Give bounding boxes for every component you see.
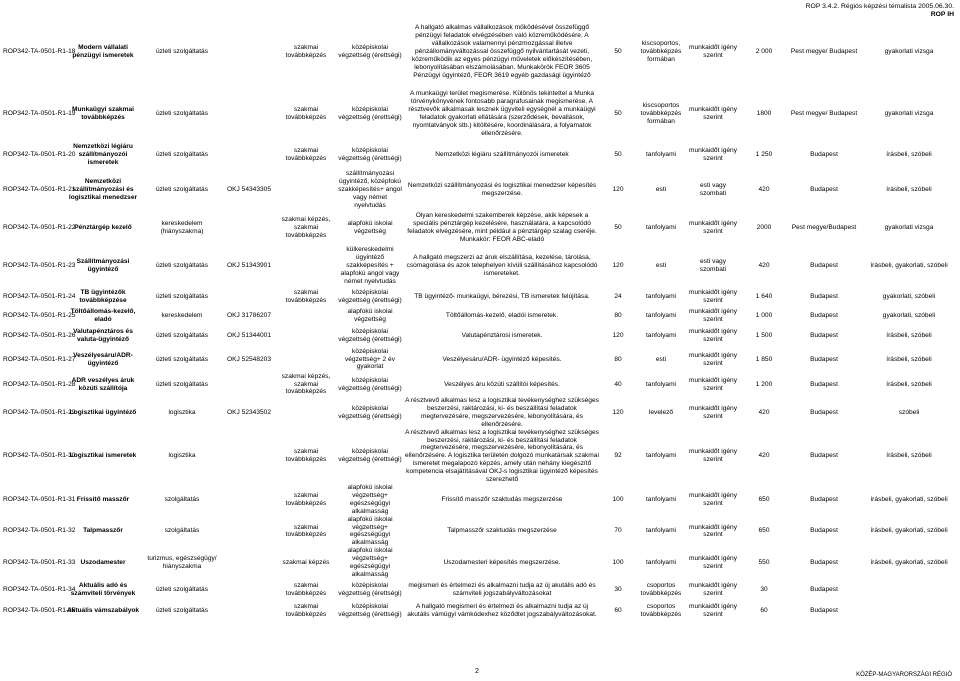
training-form: tanfolyami [645,151,677,159]
table-row [2,484,958,516]
description: Talpmasszőr szaktudás megszerzése [447,527,557,535]
training-form: kiscsoportos továbbképzés formában [640,102,682,125]
schedule: munkaidőt igény szerint [688,106,738,121]
training-form: csoportos továbbképzés [640,581,682,597]
training-form: tanfolyami [645,380,677,388]
schedule: munkaidőt igény szerint [688,351,738,367]
row-id: ROP342-TA-0501-R1-20 [3,151,76,159]
table-row [2,211,958,245]
table-row [2,579,958,601]
field-cell: logisztika [168,452,196,460]
row-id: ROP342-TA-0501-R1-30 [3,452,76,460]
location: Budapest [810,292,838,300]
prerequisite: alapfokú iskolai végzettség [347,220,393,235]
schedule: munkaidőt igény szerint [688,44,738,59]
schedule: munkaidőt igény szerint [688,404,738,420]
prerequisite: középiskolai végzettség (érettségi) [338,328,402,343]
table-row [2,245,958,287]
hours: 120 [612,332,624,340]
cost: 420 [758,262,770,270]
training-type [276,245,336,287]
okj-code [222,17,276,87]
description: Frissítő masszőr szaktudás megszerzése [441,495,563,503]
row-id: ROP342-TA-0501-R1-31 [3,495,76,503]
field-cell: kereskedelem (hiányszakma) [160,220,204,235]
course-name: Modern vállalati pénzügyi ismeretek [72,44,134,59]
prerequisite: középiskolai végzettség (érettségi) [338,376,402,392]
hours: 100 [612,495,624,503]
course-name: ADR veszélyes áruk közúti szállítója [71,376,135,392]
table-row [2,325,958,347]
location: Budapest [810,186,838,194]
hours: 60 [614,607,622,615]
hours: 120 [612,408,624,416]
exam-type: gyakorlati, szóbeli [882,311,936,319]
okj-code [222,429,276,484]
okj-code [222,211,276,245]
okj-code [222,287,276,306]
okj-code: OKJ 51344001 [227,332,271,340]
header-subtitle: ROP IH [930,11,954,19]
course-name: Uszodamester [80,559,126,567]
table-row [2,306,958,325]
training-type: szakmai továbbképzés [285,448,327,464]
exam-type [860,579,958,601]
training-form: kiscsoportos, továbbképzés formában [640,40,682,63]
location: Pest megye/Budapest [791,224,857,232]
training-type: szakmai továbbképzés [285,491,327,507]
exam-type: szóbeli [898,408,920,416]
schedule: esti vagy szombati [699,258,727,273]
course-name: Talpmasszőr [83,527,123,535]
okj-code: OKJ 54343305 [227,186,271,194]
table-row [2,601,958,622]
exam-type: gyakorlati vizsga [884,110,934,118]
description: megismeri és értelmezi és alkalmazni tudja az új akutális adó és számviteli jogszabályváltozásokat [408,581,596,597]
okj-code [222,87,276,141]
hours: 120 [612,186,624,194]
description: Olyan kereskedelmi szakemberek képzése, akik képesek a speciális pénztárgép kezelésére, használatára, a kapcsolódó feladatok elvégzésére, mint például a pénztárgép szalag cseréje. Munkakör: FEOR ABC-eladó [407,212,597,243]
schedule: munkaidőt igény szerint [688,376,738,392]
exam-type: írásbeli, gyakorlati, szóbeli [870,262,948,270]
location: Budapest [810,332,838,340]
training-form: tanfolyami [645,311,677,319]
table-row [2,141,958,169]
exam-type: gyakorlati vizsga [884,48,934,56]
prerequisite: alapfokú iskolai végzettség+ egészségügyi alkalmasság [347,483,393,515]
description: A munkaügyi terület megismerése. Különös tekintettel a Munka törvénykönyvének fontosabb paragrafusainak megismerése. A résztvevők alkalmasak lesznek ügyviteli egységnél a munkaügyi feladatok gyakorlati ellátására (szerződések, bevallások, nyomtatványok stb.) kitöltésére, koordinálására, a folyamatok ellenőrzésére. [408,90,596,137]
description: A résztvevő alkalmas lesz a logisztikai tevékenységhez szükséges beszerzési, raktározási, ki- és beszállítási feladatok megtervezésére, megszervezésére, lebonyolítására, és ellenőrzésére. A logisztika területén dolgozó munkatársak szakmai ismeretet megalapozó képzés, amely után nehány kiegészítő kompetencia elsajátításával OKJ-s logisztikai ügyintéző képesítés szerezhető [405,428,599,484]
schedule: esti vagy szombati [699,182,727,197]
cost: 420 [758,408,770,416]
cost: 1 640 [755,292,773,300]
prerequisite: alapfokú iskolai végzettség+ egészségügyi alkalmasság [347,547,393,578]
exam-type: írásbeli, szóbeli [886,355,932,363]
hours: 24 [614,292,622,300]
table-row [2,397,958,429]
exam-type: írásbeli, szóbeli [886,380,932,388]
training-form: esti [655,262,667,270]
cost: 1 500 [755,332,773,340]
description: A résztvevő alkalmas lesz a logisztikai tevékenységhez szükséges beszerzési, raktározási, ki- és beszállítási feladatok megtervezésére, megszervezésére, lebonyolítására, és ellenőrzésére. [405,397,599,428]
training-type: szakmai továbbképzés [285,288,327,304]
okj-code [222,547,276,579]
training-form: tanfolyami [645,332,677,340]
okj-code: OKJ 31786207 [227,311,271,319]
okj-code [222,484,276,516]
header-title: ROP 3.4.2. Régiós képzési témalista 2005.06.30. [805,3,954,10]
prerequisite: középiskolai végzettség (érettségi) [338,106,402,121]
okj-code: OKJ 52343502 [227,408,271,416]
location: Budapest [810,408,838,416]
cost: 650 [758,527,770,535]
exam-type [860,601,958,622]
field-cell: üzleti szolgáltatás [155,332,209,340]
cost: 1800 [756,110,772,118]
exam-type: írásbeli, szóbeli [886,332,932,340]
row-id: ROP342-TA-0501-R1-26 [3,332,76,340]
prerequisite: alapfokú iskolai végzettség [347,307,393,323]
table-row [2,17,958,87]
prerequisite: középiskolai végzettség (érettségi) [338,581,402,597]
training-form: tanfolyami [645,495,677,503]
course-name: Nemzetközi légiáru szállítmányozói ismeretek [73,143,133,166]
cost: 1 250 [755,151,773,159]
description: Nemzetközi szállítmányozási és logisztikai menedzser képesítés megszerzése. [407,182,597,197]
training-type: szakmai továbbképzés [285,106,327,121]
prerequisite: középiskolai végzettség (érettségi) [338,404,402,420]
cost: 1 000 [755,311,773,319]
exam-type: gyakorlati, szóbeli [882,292,936,300]
schedule: munkaidőt igény szerint [688,555,738,571]
okj-code [222,372,276,397]
field-cell: üzleti szolgáltatás [155,186,209,194]
exam-type: gyakorlati vizsga [884,224,934,232]
table-row [2,547,958,579]
row-id: ROP342-TA-0501-R1-33 [3,559,76,567]
exam-type: írásbeli, gyakorlati, szóbeli [870,527,948,535]
training-topics-table [2,17,958,622]
field-cell: logisztika [168,408,196,416]
schedule: munkaidőt igény szerint [688,147,738,162]
training-type [276,169,336,211]
training-type: szakmai képzés, szakmai továbbképzés [281,372,331,396]
location: Budapest [810,527,838,535]
location: Budapest [810,585,838,593]
exam-type: írásbeli, szóbeli [886,151,932,159]
schedule: munkaidőt igény szerint [688,491,738,507]
training-type: szakmai továbbképzés [285,523,327,539]
exam-type: írásbeli, gyakorlati, szóbeli [870,495,948,503]
row-id: ROP342-TA-0501-R1-24 [3,292,76,300]
row-id: ROP342-TA-0501-R1-25 [3,311,76,319]
training-form: tanfolyami [645,292,677,300]
field-cell: szolgáltatás [164,527,200,535]
location: Budapest [810,262,838,270]
training-type: szakmai továbbképzés [285,581,327,597]
course-name: Logisztikai ismeretek [69,452,137,460]
field-cell: üzleti szolgáltatás [155,262,209,270]
cost: 2 000 [755,48,773,56]
table-row [2,169,958,211]
training-form: tanfolyami [645,452,677,460]
cost: 550 [758,559,770,567]
cost: 60 [760,607,768,615]
prerequisite: középiskolai végzettség (érettségi) [338,147,402,162]
description: TB ügyintéző- munkaügyi, bérezési, TB ismeretek felújítása. [414,292,590,300]
location: Budapest [810,311,838,319]
field-cell: kereskedelem [161,311,203,319]
schedule: munkaidőt igény szerint [688,523,738,539]
hours: 80 [614,355,622,363]
field-cell: üzleti szolgáltatás [155,355,209,363]
description: Nemzetközi légiáru szállítmányozói ismeretek [435,151,569,159]
training-form: esti [655,355,667,363]
okj-code [222,516,276,548]
training-type: szakmai továbbképzés [285,44,327,59]
training-form: levelező [648,408,674,416]
exam-type: írásbeli, gyakorlati, szóbeli [870,559,948,567]
location: Budapest [810,559,838,567]
table-row [2,429,958,484]
hours: 50 [614,110,622,118]
table-row [2,372,958,397]
schedule: munkaidőt igény szerint [688,603,738,619]
location: Budapest [810,607,838,615]
location: Budapest [810,452,838,460]
schedule: munkaidőt igény szerint [688,448,738,464]
hours: 70 [614,527,622,535]
training-type: szakmai továbbképzés [285,147,327,162]
training-form: tanfolyami [645,527,677,535]
course-name: Logisztikai ügyintéző [69,408,137,416]
description: A hallgató megszerzi az áruk elszállítása, kezelése, tárolása, csomagolása és azok telephelyen kívüli szállításához kapcsolódó ismereteket. [406,254,598,277]
prerequisite: alapfokú iskolai végzettség+ egészségügyi alkalmasság [347,515,393,547]
course-name: Frissítő masszőr [76,495,130,503]
training-form: csoportos továbbképzés [640,603,682,619]
exam-type: írásbeli, szóbeli [886,186,932,194]
cost: 650 [758,495,770,503]
table-row [2,516,958,548]
schedule: munkaidőt igény szerint [688,220,738,235]
hours: 100 [612,559,624,567]
field-cell: üzleti szolgáltatás [155,48,209,56]
hours: 92 [614,452,622,460]
training-form: tanfolyami [645,224,677,232]
field-cell: szolgáltatás [164,495,200,503]
field-cell: üzleti szolgáltatás [155,151,209,159]
row-id: ROP342-TA-0501-R1-32 [3,527,76,535]
row-id: ROP342-TA-0501-R1-28 [3,380,76,388]
prerequisite: középiskolai végzettség (érettségi) [338,288,402,304]
course-name: Szállítmányozási ügyintéző [76,258,130,273]
okj-code [222,601,276,622]
description: Veszélyes áru közúti szállítói képesítés. [444,380,560,388]
prerequisite: középiskolai végzettség (érettségi) [338,448,402,464]
schedule: munkaidőt igény szerint [688,581,738,597]
hours: 80 [614,311,622,319]
training-form: esti [655,186,667,194]
course-name: Pénztárgép kezelő [74,224,132,232]
course-name: Aktuális vámszabályok [66,607,140,615]
prerequisite: középiskolai végzettség+ 2 év gyakorlat [344,347,396,371]
description: A hallgató megismeri és értelmezi és alkalmazni tudja az új akutális vámügyi vámkódexhez köződtet jogszabályváltozásokat. [407,603,597,619]
field-cell: üzleti szolgáltatás [155,607,209,615]
row-id: ROP342-TA-0501-R1-18 [3,48,76,56]
hours: 120 [612,262,624,270]
row-id: ROP342-TA-0501-R1-29 [3,408,76,416]
description: A hallgató alkalmas vállalkozások működésével összefüggő pénzügyi feladatok elvégzésében való közreműködésére. A vállalkozások valamennyi pénzmozgással illetve pénzállományváltozással összefüggő nyilvántartását vezeti, közreműködik az egyes pénzügyi műveletek előkészítésében, lebonyolításában elszámolásában. Munkakörök FEOR 3605 Pénzügyi ügyintéző, FEOR 3619 egyéb gazdasági ügyintéző [411,24,593,79]
location: Pest megye/ Budapest [790,110,858,118]
training-type [276,347,336,372]
field-cell: üzleti szolgáltatás [155,110,209,118]
okj-code [222,141,276,169]
schedule: munkaidőt igény szerint [688,328,738,343]
field-cell: turizmus, egészségügy/ hiányszakma [147,555,217,571]
location: Pest megye/ Budapest [790,48,858,56]
field-cell: üzleti szolgáltatás [155,292,209,300]
location: Budapest [810,380,838,388]
cost: 420 [758,452,770,460]
description: Valutapénztárosi ismeretek. [461,332,543,340]
training-type: szakmai továbbképzés [285,603,327,619]
cost: 1 850 [755,355,773,363]
row-id: ROP342-TA-0501-R1-19 [3,110,76,118]
cost: 1 200 [755,380,773,388]
course-name: Munkaügyi szakmai továbbképzés [72,106,134,121]
course-name: Töltőállomás-kezelő, eladó [70,307,136,323]
row-id: ROP342-TA-0501-R1-23 [3,262,76,270]
okj-code [222,579,276,601]
hours: 30 [614,585,622,593]
training-type: szakmai képzés [282,559,330,567]
row-id: ROP342-TA-0501-R1-21 [3,186,76,194]
field-cell: üzleti szolgáltatás [155,380,209,388]
schedule: munkaidőt igény szerint [688,288,738,304]
cost: 420 [758,186,770,194]
row-id: ROP342-TA-0501-R1-34 [3,585,76,593]
okj-code: OKJ 51343901 [227,262,271,270]
location: Budapest [810,151,838,159]
okj-code: OKJ 52548203 [227,355,271,363]
course-name: TB ügyintézők továbbképzése [79,288,127,304]
training-type: szakmai képzés, szakmai továbbképzés [281,216,331,239]
hours: 40 [614,380,622,388]
row-id: ROP342-TA-0501-R1-35 [3,607,76,615]
cost: 2000 [756,224,772,232]
exam-type: írásbeli, szóbeli [886,452,932,460]
training-form: tanfolyami [645,559,677,567]
table-row [2,347,958,372]
description: Veszélyesáru/ADR- ügyintéző képesítés. [442,355,562,363]
prerequisite: szállítmányozási ügyintéző, középfokú szakképesítés+ angol vagy német nyelvtudás [338,170,402,209]
training-type [276,325,336,347]
hours: 50 [614,151,622,159]
description: Uszodamesteri képesítés megszerzése. [443,559,561,567]
table-row [2,287,958,306]
course-name: Aktuális adó és számviteli törvények [70,581,136,597]
prerequisite: középiskolai végzettség (érettségi) [338,603,402,619]
field-cell: üzleti szolgáltatás [155,585,209,593]
table-row [2,87,958,141]
hours: 50 [614,224,622,232]
training-type [276,306,336,325]
training-type [276,397,336,429]
course-name: Nemzetközi szállítmányozási és logisztikai menedzser [68,178,138,201]
schedule: munkaidőt igény szerint [688,307,738,323]
region-label: KÖZÉP-MAGYARORSZÁGI RÉGIÓ [856,672,952,678]
row-id: ROP342-TA-0501-R1-27 [3,355,76,363]
location: Budapest [810,495,838,503]
course-name: Veszélyesáru/ADR-ügyintéző [73,351,133,367]
page-number: 2 [475,668,479,675]
row-id: ROP342-TA-0501-R1-22 [3,224,76,232]
prerequisite: külkereskedelmi ügyintéző szakképesítés + alapfokú angol vagy német nyelvtudás [340,246,400,285]
location: Budapest [810,355,838,363]
course-name: Valutapénztáros és valuta-ügyintéző [73,328,133,343]
prerequisite: középiskolai végzettség (érettségi) [338,44,402,59]
cost: 30 [760,585,768,593]
hours: 50 [614,48,622,56]
description: Töltőállomás-kezelő, eladói ismeretek. [445,311,559,319]
